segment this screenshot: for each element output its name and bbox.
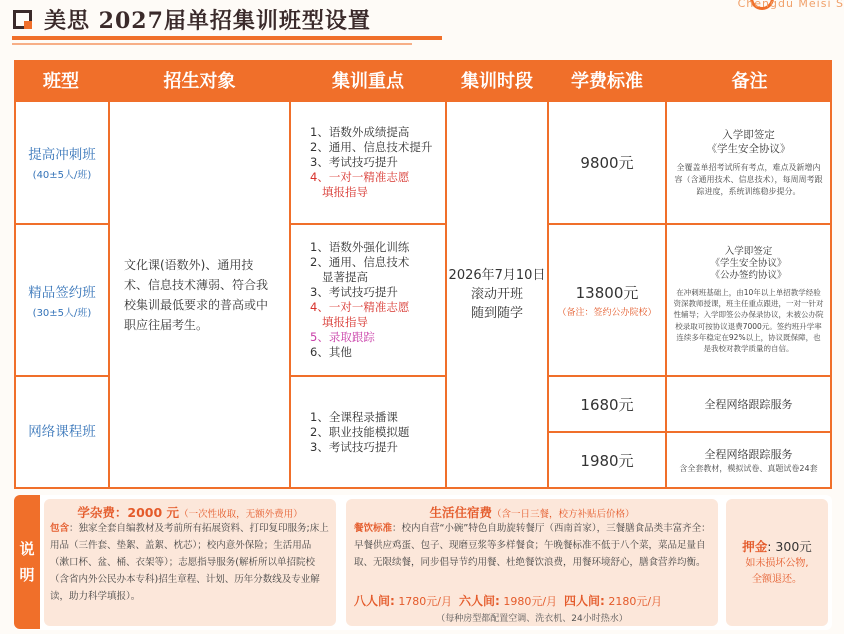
focus-item: 5、录取跟踪 <box>310 330 375 344</box>
living-fee-title-note: （含一日三餐，校方补贴后价格） <box>492 509 635 520</box>
focus-list <box>310 240 409 360</box>
header-class: 班型 <box>43 71 79 92</box>
remark-line: 《公办签约协议》 <box>710 269 787 281</box>
focus-item: 2、职业技能模拟题 <box>310 424 410 439</box>
deposit-line <box>726 537 828 555</box>
focus-item: 3、考试技巧提升 <box>310 439 398 454</box>
focus-item: 1、语数外强化训练 <box>310 240 410 254</box>
focus-item: 1、全课程录播课 <box>310 409 398 424</box>
room-8-price: 1780元/月 <box>398 595 453 608</box>
misc-fee-title <box>44 503 336 521</box>
header-time: 集训时段 <box>461 71 533 92</box>
title-underline-thin <box>12 43 412 45</box>
remark-detail: 含全套教材，模拟试卷、真题试卷24套 <box>679 464 818 473</box>
class-name: 提高冲刺班 <box>28 147 96 163</box>
focus-cell <box>291 377 445 487</box>
focus-item: 6、其他 <box>310 345 352 359</box>
meal-standard-detail: ：校内自营“小碗”特色自助旋转餐厅（西南首家），三餐膳食品类丰富齐全：早餐供应鸡蛋、包子、现磨豆浆等多样餐食；午晚餐标准不低于八个菜，菜品足量自取、无限续餐，同步倡导节约用餐、杜绝餐饮浪费，用餐环境舒心，膳食营养均衡。 <box>354 523 711 568</box>
fee-value: 1980元 <box>580 451 634 470</box>
living-fee-text <box>354 520 712 571</box>
notes-side-char: 明 <box>19 566 35 584</box>
deposit-label: 押金 <box>742 539 768 554</box>
focus-cell <box>291 102 445 223</box>
focus-item: 3、考试技巧提升 <box>310 155 398 169</box>
fee-cell <box>549 225 665 375</box>
target-cell <box>110 102 289 487</box>
notes-side-char: 说 <box>19 540 35 558</box>
deposit-note: 如未损坏公物, <box>745 558 809 569</box>
remark-detail: 全覆盖单招考试所有考点，难点及新增内容（含通用技术、信息技术），每周周考跟踪进度，系统训练稳步提分。 <box>674 162 823 196</box>
focus-list <box>310 410 409 455</box>
room-6-label: 六人间: <box>459 594 500 608</box>
misc-fee-amount: 学杂费：2000 元 <box>77 505 180 520</box>
focus-item: 2、通用、信息技术 <box>310 255 410 269</box>
focus-item: 3、考试技巧提升 <box>310 285 398 299</box>
room-4-price: 2180元/月 <box>608 595 663 608</box>
focus-cell <box>291 225 445 375</box>
misc-fee-detail: ：独家全套自编教材及考前所有拓展资料、打印复印服务;床上用品（三件套、垫絮、盖絮、枕芯）；校内意外保险；生活用品（漱口杯、盆、桶、衣架等）；志愿指导服务(解析所以单招院校（含省内外公民办本专科)招生章程、计划、历年分数线及专业解读，助力科学填报）。 <box>50 523 329 602</box>
deposit-amount: : 300元 <box>767 539 812 554</box>
fee-value: 1680元 <box>580 395 634 414</box>
focus-item: 2、通用、信息技术提升 <box>310 140 433 154</box>
title-underline <box>12 36 442 40</box>
room-8-label: 八人间: <box>354 594 395 608</box>
room-prices <box>354 592 662 609</box>
focus-item: 显著提高 <box>322 270 368 284</box>
remark-cell <box>667 102 830 223</box>
room-facilities-note: （每种房型都配置空调、洗衣机、24小时热水） <box>436 614 628 624</box>
meal-standard-label: 餐饮标准 <box>354 523 393 534</box>
room-6-price: 1980元/月 <box>503 595 558 608</box>
class-name: 精品签约班 <box>28 284 96 301</box>
remark-cell <box>667 377 830 431</box>
fee-value: 9800元 <box>580 154 634 172</box>
header-target: 招生对象 <box>163 71 236 92</box>
logo-english-text: Chengdu Meisi S <box>737 0 844 10</box>
focus-item: 4、一对一精准志愿 <box>310 170 410 184</box>
title-square-icon <box>13 10 32 29</box>
class-name-cell <box>16 102 108 223</box>
focus-list <box>310 125 432 200</box>
misc-fee-panel <box>44 499 336 626</box>
remark-detail: 在冲刺班基础上，由10年以上单招教学经验资深教师授课，班主任重点跟进，一对一针对性辅导；入学即签公办保录协议，未被公办院校录取可按协议退费7000元。签约班升学率连续多年稳定在92%以上，协议既保障，也是我校对教学质量的自信。 <box>673 287 824 353</box>
class-table <box>14 60 832 489</box>
remark-line: 《学生安全协议》 <box>710 257 787 269</box>
living-fee-panel <box>346 499 718 626</box>
remark-line: 全程网络跟踪服务 <box>704 448 793 461</box>
living-fee-label: 生活住宿费 <box>429 505 492 520</box>
join-anytime: 随到随学 <box>470 306 523 321</box>
header-remark: 备注 <box>731 71 768 92</box>
class-name-cell <box>16 225 108 375</box>
fee-cell <box>549 377 665 431</box>
deposit-note: 全额退还。 <box>752 574 802 585</box>
fee-note: （备注：签约公办院校） <box>557 308 657 318</box>
remark-cell <box>667 433 830 487</box>
remark-line: 入学即签定 <box>722 128 775 141</box>
header-fee: 学费标准 <box>571 71 643 92</box>
class-size: (40±5人/班) <box>32 170 92 181</box>
class-name-cell <box>16 377 108 487</box>
page-title: 美思 2027届单招集训班型设置 <box>44 8 371 34</box>
fee-value: 13800元 <box>575 284 639 302</box>
remark-line: 《学生安全协议》 <box>706 142 791 155</box>
focus-item: 1、语数外成绩提高 <box>310 125 410 139</box>
class-size: (30±5人/班) <box>32 307 92 319</box>
misc-fee-title-note: （一次性收取，无额外费用） <box>179 509 303 520</box>
room-4-label: 四人间: <box>564 594 605 608</box>
target-text: 文化课(语数外)、通用技术、信息技术薄弱、符合我校集训最低要求的普高或中职应往届考生。 <box>124 257 269 332</box>
start-date: 2026年7月10日 <box>448 268 546 283</box>
focus-item: 填报指导 <box>322 315 368 329</box>
remark-cell <box>667 225 830 375</box>
misc-fee-label: 包含 <box>50 523 70 534</box>
remark-line: 入学即签定 <box>724 245 773 257</box>
class-name: 网络课程班 <box>28 424 96 440</box>
focus-item: 4、一对一精准志愿 <box>310 300 410 314</box>
living-fee-title <box>346 503 718 521</box>
fee-cell <box>549 102 665 223</box>
rolling-start: 滚动开班 <box>470 287 523 302</box>
deposit-panel <box>726 499 828 626</box>
misc-fee-text <box>50 520 330 605</box>
deposit-block <box>726 537 828 587</box>
focus-item: 填报指导 <box>322 185 368 199</box>
remark-line: 全程网络跟踪服务 <box>704 398 793 411</box>
fee-cell <box>549 433 665 487</box>
header-focus: 集训重点 <box>332 71 404 92</box>
time-cell <box>447 102 547 487</box>
notes-side-label <box>14 495 40 629</box>
